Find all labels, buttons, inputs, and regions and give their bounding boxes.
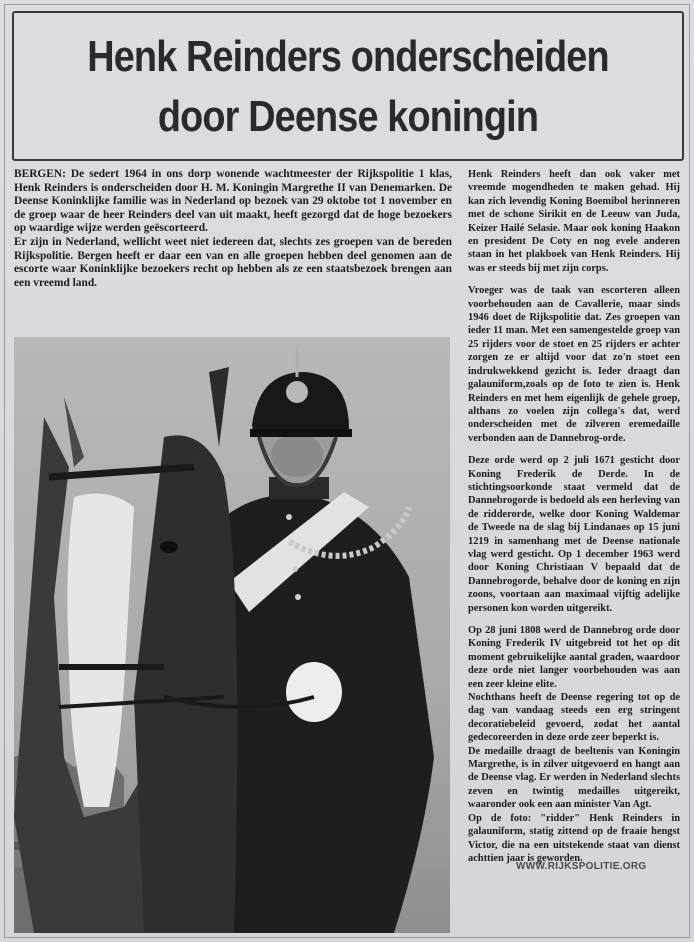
photo-caption: Op de foto: "ridder" Henk Reinders in galauniform, statig zittend op de fraaie hengst Victor, die na een uitstekende staat van dienst achttien jaar is geworden. — [468, 812, 680, 864]
watermark: WWW.RIJKSPOLITIE.ORG — [516, 861, 647, 872]
right-paragraph-5: Nochthans heeft de Deense regering tot op de dag van vandaag steeds een erg stringent decoratiebeleid gevoerd, zodat het aantal gedecoreerden in deze orde zeer beperkt is. — [468, 692, 680, 744]
headline-box — [12, 11, 684, 161]
dateline: BERGEN: — [14, 168, 66, 180]
right-paragraph-2: Vroeger was de taak van escorteren alleen voorbehouden aan de Cavallerie, maar sinds 1946 doet de Rijkspolitie dat. Zes groepen van ieder 11 man. Met een samengestelde groep van 25 rijders voor de stoet en 25 rijders er achter zorgen ze er altijd voor dat zo'n stoet een indrukwekkend gezicht is. Ieder draagt dan galauniform,zoals op de foto te zien is. Henk Reinders en met hem eigenlijk de gehele groep, althans zo voelen zijn collega's dat, werd onderscheiden met de zilveren eremedaille verbonden aan de Dannebrog-orde. — [468, 285, 680, 444]
right-column — [468, 168, 680, 865]
right-paragraph-6: De medaille draagt de beeltenis van Koningin Margrethe, is in zilver uitgevoerd en hangt aan de Deense vlag. Er werden in Nederland slechts zeven en twintig medailles uitgereikt, waaronder ook een aan minister Van Agt. — [468, 745, 680, 811]
left-column — [14, 168, 452, 290]
left-paragraph-1 — [14, 168, 452, 236]
headline-line-2: door Deense koningin — [157, 92, 539, 141]
right-paragraph-4: Op 28 juni 1808 werd de Dannebrog orde door Koning Frederik IV uitgebreid tot het op dit moment gebruikelijke aantal graden, waardoor deze orde niet langer voorbehouden was aan een zeer kleine elite. — [468, 625, 680, 690]
photo-mounted-officer — [14, 337, 450, 933]
left-paragraph-2: Er zijn in Nederland, wellicht weet niet iedereen dat, slechts zes groepen van de bereden Rijkspolitie. Bergen heeft er daar een van en alle groepen hebben deel genomen aan de escorte waar Koninklijke bezoekers recht op hebben als ze een staatsbezoek brengen aan een vreemd land. — [14, 235, 452, 289]
photo-illustration — [14, 337, 450, 933]
right-paragraph-1: Henk Reinders heeft dan ook vaker met vreemde mogendheden te maken gehad. Hij kan zich levendig Koning Boemibol herinneren met de schone Sirikit en de Leeuw van Juda, Keizer Hailé Selasie. Maar ook koning Haakon en president De Coty en nog evele anderen staan in het plakboek van Henk Reinders. Hij was er steeds bij met zijn corps. — [468, 169, 680, 274]
left-paragraph-1-text: De sedert 1964 in ons dorp wonende wachtmeester der Rijkspolitie 1 klas, Henk Reinders is onderscheiden door H. M. Koningin Margrethe II van Denemarken. De Deense Koninklijke familie was in Nederland op bezoek van 29 oktobe tot 1 november en de groep waar de heer Reinders deel van uit maakt, heeft gezorgd dat de hoge bezoekers op waardige wijze werden geëscorteerd. — [14, 168, 452, 235]
right-paragraph-3: Deze orde werd op 2 juli 1671 gesticht door Koning Frederik de Derde. In de stichtingsoorkonde staat vermeld dat de Dannebrogorde is bedoeld als een herleving van de ridderorde, welke door Koning Waldemar de Tweede na de slag bij Lindanaes op 15 juni 1219 in samenhang met de Deense nationale vlag werd gesticht. Op 1 december 1963 werd door Koning Christiaan V bepaald dat de Dannebrogorde, behalve door de koning en zijn zoons, voortaan aan maximaal vijftig adelijke personen kon worden uitgereikt. — [468, 455, 680, 614]
headline-line-1: Henk Reinders onderscheiden — [87, 32, 609, 81]
